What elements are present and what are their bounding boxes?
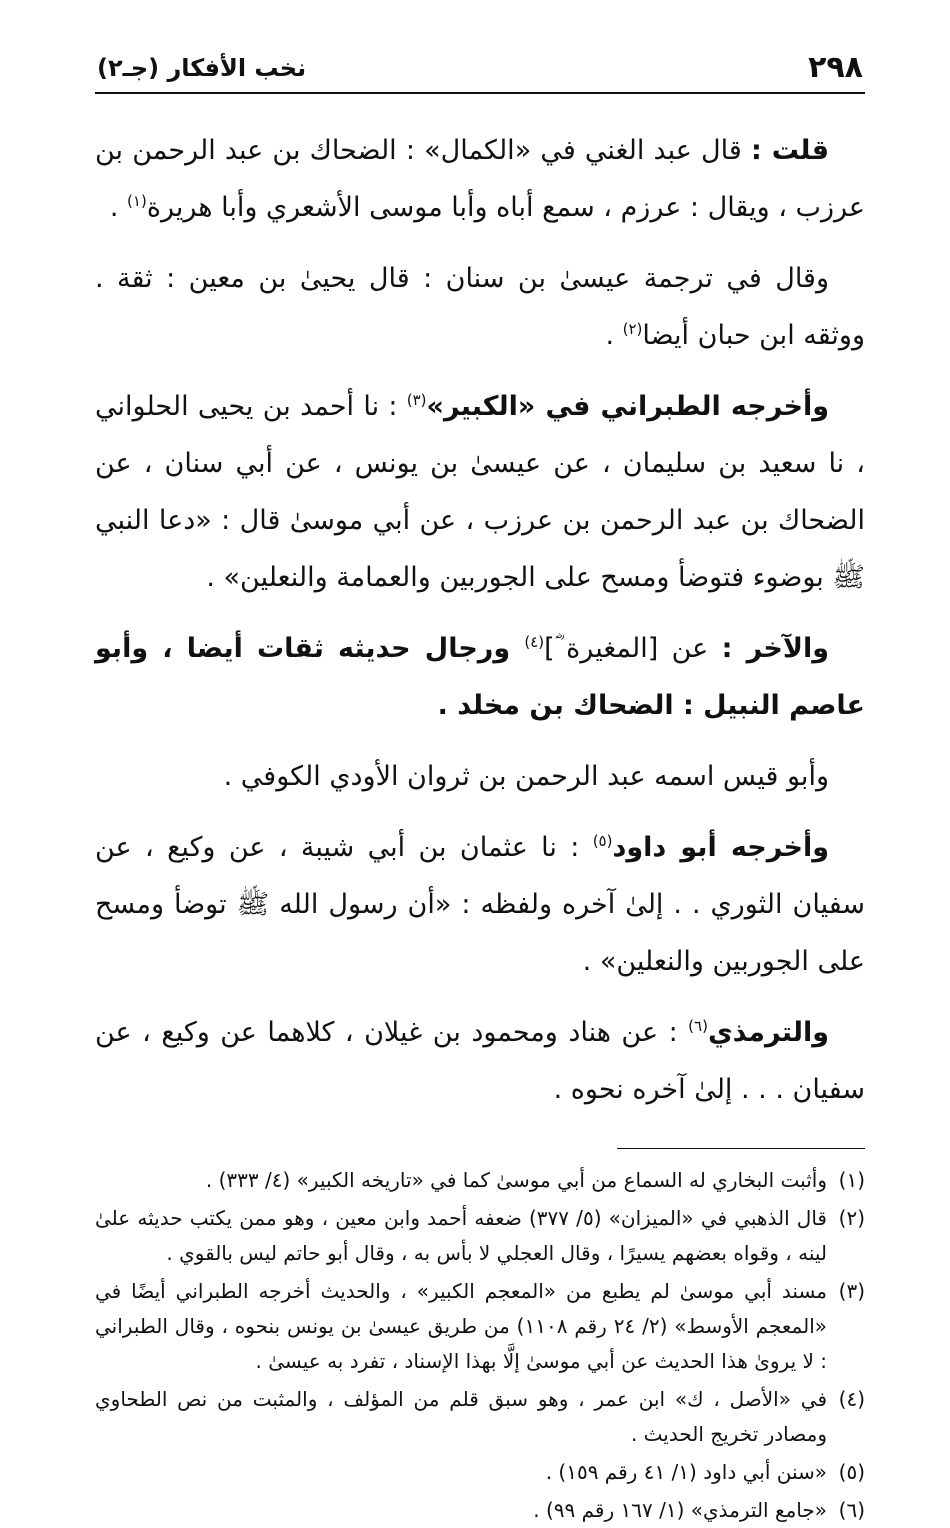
paragraph — [95, 250, 865, 364]
paragraph — [95, 122, 865, 236]
footnote — [95, 1163, 865, 1198]
footnote-ref: (٦) — [688, 1017, 708, 1035]
footnote-text: وأثبت البخاري له السماع من أبي موسىٰ كما في «تاريخه الكبير» (٤/ ٣٣٣) . — [205, 1168, 827, 1192]
footnote-text: «سنن أبي داود (١/ ٤١ رقم ١٥٩) . — [545, 1460, 827, 1484]
paragraph-tail: : نا عثمان بن أبي شيبة ، عن وكيع ، عن سفيان الثوري . . إلىٰ آخره ولفظه : «أن رسول الله ﷺ توضأ ومسح على الجوربين والنعلين» . — [95, 832, 865, 977]
paragraph-tail: : نا أحمد بن يحيى الحلواني ، نا سعيد بن سليمان ، عن عيسىٰ بن يونس ، عن أبي سنان ، عن الضحاك بن عبد الرحمن بن عرزب ، عن أبي موسىٰ قال : «دعا النبي ﷺ بوضوء فتوضأ ومسح على الجوربين والعمامة والنعلين» . — [95, 391, 865, 593]
paragraph-lead: والآخر : — [721, 633, 829, 664]
footnote-ref: (٢) — [622, 320, 643, 338]
paragraph — [95, 748, 865, 805]
paragraph-text: قال عبد الغني في «الكمال» : الضحاك بن عبد الرحمن بن عرزب ، ويقال : عرزم ، سمع أباه وأبا موسى الأشعري وأبا هريرة — [95, 135, 865, 223]
footnote-number: (٣) — [838, 1279, 865, 1303]
paragraph-tail: . — [109, 192, 128, 223]
footnote-number: (٦) — [838, 1498, 865, 1522]
paragraph — [95, 819, 865, 990]
footnote-number: (٥) — [838, 1460, 865, 1484]
footnote — [95, 1274, 865, 1379]
paragraph-tail: : عن هناد ومحمود بن غيلان ، كلاهما عن وكيع ، عن سفيان . . . إلىٰ آخره نحوه . — [95, 1017, 865, 1105]
footnote-ref: (٥) — [592, 832, 613, 850]
paragraph-lead: والترمذي — [707, 1017, 829, 1048]
page-number: ٢٩٨ — [808, 50, 863, 85]
book-page — [95, 40, 865, 1522]
paragraph-tail: ورجال حديثه ثقات أيضا ، وأبو عاصم النبيل : الضحاك بن مخلد . — [95, 633, 865, 721]
footnote-ref: (٤) — [524, 633, 545, 651]
main-text — [95, 122, 865, 1118]
footnote-ref: (٣) — [406, 391, 427, 409]
footnotes — [95, 1163, 865, 1528]
paragraph-text: وقال في ترجمة عيسىٰ بن سنان : قال يحيىٰ بن معين : ثقة . ووثقه ابن حبان أيضا — [95, 263, 865, 351]
footnote — [95, 1382, 865, 1452]
footnote-number: (٤) — [838, 1387, 865, 1411]
book-title: نخب الأفكار (جـ٢) — [97, 54, 307, 82]
paragraph-text: وأبو قيس اسمه عبد الرحمن بن ثروان الأودي الكوفي . — [223, 761, 829, 792]
paragraph-tail: . — [605, 320, 623, 351]
paragraph — [95, 378, 865, 606]
footnote-number: (١) — [838, 1168, 865, 1192]
paragraph-lead: قلت : — [750, 135, 829, 166]
footnote-text: مسند أبي موسىٰ لم يطبع من «المعجم الكبير» ، والحديث أخرجه الطبراني أيضًا في «المعجم الأوسط» (٢/ ٢٤ رقم ١١٠٨) من طريق عيسىٰ بن يونس بنحوه ، وقال الطبراني : لا يروىٰ هذا الحديث عن أبي موسىٰ إلَّا بهذا الإسناد ، تفرد به عيسىٰ . — [95, 1279, 828, 1373]
footnote — [95, 1493, 865, 1528]
page-header — [95, 40, 865, 94]
footnote-separator — [617, 1148, 865, 1149]
paragraph — [95, 1004, 865, 1118]
paragraph-text: عن [المغيرة ؓ] — [544, 633, 722, 664]
footnote-text: قال الذهبي في «الميزان» (٥/ ٣٧٧) ضعفه أحمد وابن معين ، وهو ممن يكتب حديثه علىٰ لينه ، وقواه بعضهم يسيرًا ، وقال العجلي لا بأس به ، وقال أبو حاتم ليس بالقوي . — [95, 1206, 827, 1265]
footnote-text: في «الأصل ، ك» ابن عمر ، وهو سبق قلم من المؤلف ، والمثبت من نص الطحاوي ومصادر تخريج الحديث . — [95, 1387, 827, 1446]
footnote — [95, 1455, 865, 1490]
paragraph-lead: وأخرجه أبو داود — [612, 832, 829, 863]
footnote — [95, 1201, 865, 1271]
paragraph — [95, 620, 865, 734]
footnote-ref: (١) — [127, 192, 147, 210]
footnote-text: «جامع الترمذي» (١/ ١٦٧ رقم ٩٩) . — [533, 1498, 827, 1522]
paragraph-lead: وأخرجه الطبراني في «الكبير» — [426, 391, 829, 422]
footnote-number: (٢) — [838, 1206, 865, 1230]
